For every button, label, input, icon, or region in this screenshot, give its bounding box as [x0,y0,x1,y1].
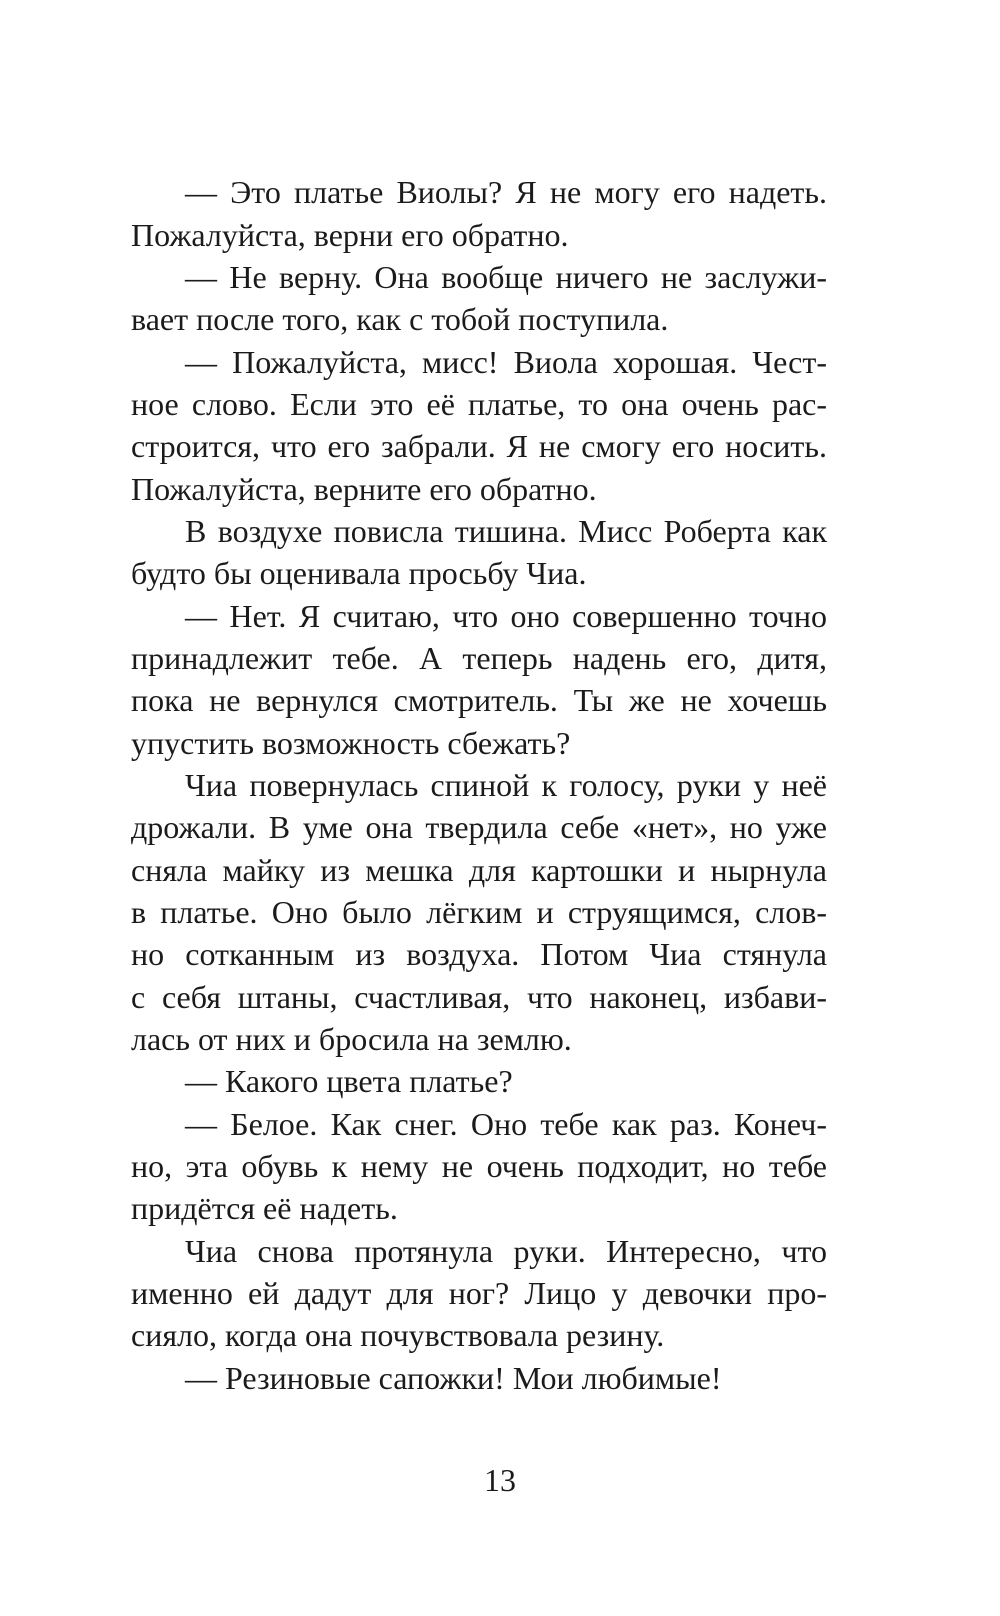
page-number: 13 [484,1462,516,1498]
text-line: придётся её надеть. [131,1190,398,1226]
text-line: но, эта обувь к нему не очень подходит, но тебе [131,1148,827,1184]
text-line: Пожалуйста, верните его обратно. [131,471,597,507]
text-line: В воздухе повисла тишина. Мисс Роберта как [185,513,827,549]
text-line: — Белое. Как снег. Оно тебе как раз. Конеч- [185,1106,827,1142]
text-line: — Резиновые сапожки! Мои любимые! [185,1360,722,1396]
text-line: Пожалуйста, верни его обратно. [131,217,569,253]
text-line: — Это платье Виолы? Я не могу его надеть. [185,174,827,210]
text-line: — Не верну. Она вообще ничего не заслужи- [185,259,827,295]
text-line: Чиа снова протянула руки. Интересно, что [185,1233,827,1269]
text-line: сняла майку из мешка для картошки и нырнула [131,852,827,888]
text-line: — Какого цвета платье? [185,1063,513,1099]
text-line: лась от них и бросила на землю. [131,1021,572,1057]
text-line: — Пожалуйста, мисс! Виола хорошая. Чест- [185,344,827,380]
text-line: с себя штаны, счастливая, что наконец, избави- [131,979,827,1015]
text-line: в платье. Оно было лёгким и струящимся, слов- [131,894,827,930]
text-line: вает после того, как с тобой поступила. [131,301,669,337]
text-line: ное слово. Если это её платье, то она очень рас- [131,386,827,422]
text-line: именно ей дадут для ног? Лицо у девочки про- [131,1275,827,1311]
text-line: будто бы оценивала просьбу Чиа. [131,555,587,591]
text-line: строится, что его забрали. Я не смогу его носить. [131,428,827,464]
text-line: сияло, когда она почувствовала резину. [131,1317,665,1353]
text-line: упустить возможность сбежать? [131,725,571,761]
text-line: принадлежит тебе. А теперь надень его, дитя, [131,640,827,676]
text-line: но сотканным из воздуха. Потом Чиа стянула [131,936,827,972]
text-line: Чиа повернулась спиной к голосу, руки у неё [185,767,827,803]
text-line: — Нет. Я считаю, что оно совершенно точно [185,598,827,634]
text-line: пока не вернулся смотритель. Ты же не хочешь [131,682,827,718]
text-line: дрожали. В уме она твердила себе «нет», но уже [131,809,827,845]
